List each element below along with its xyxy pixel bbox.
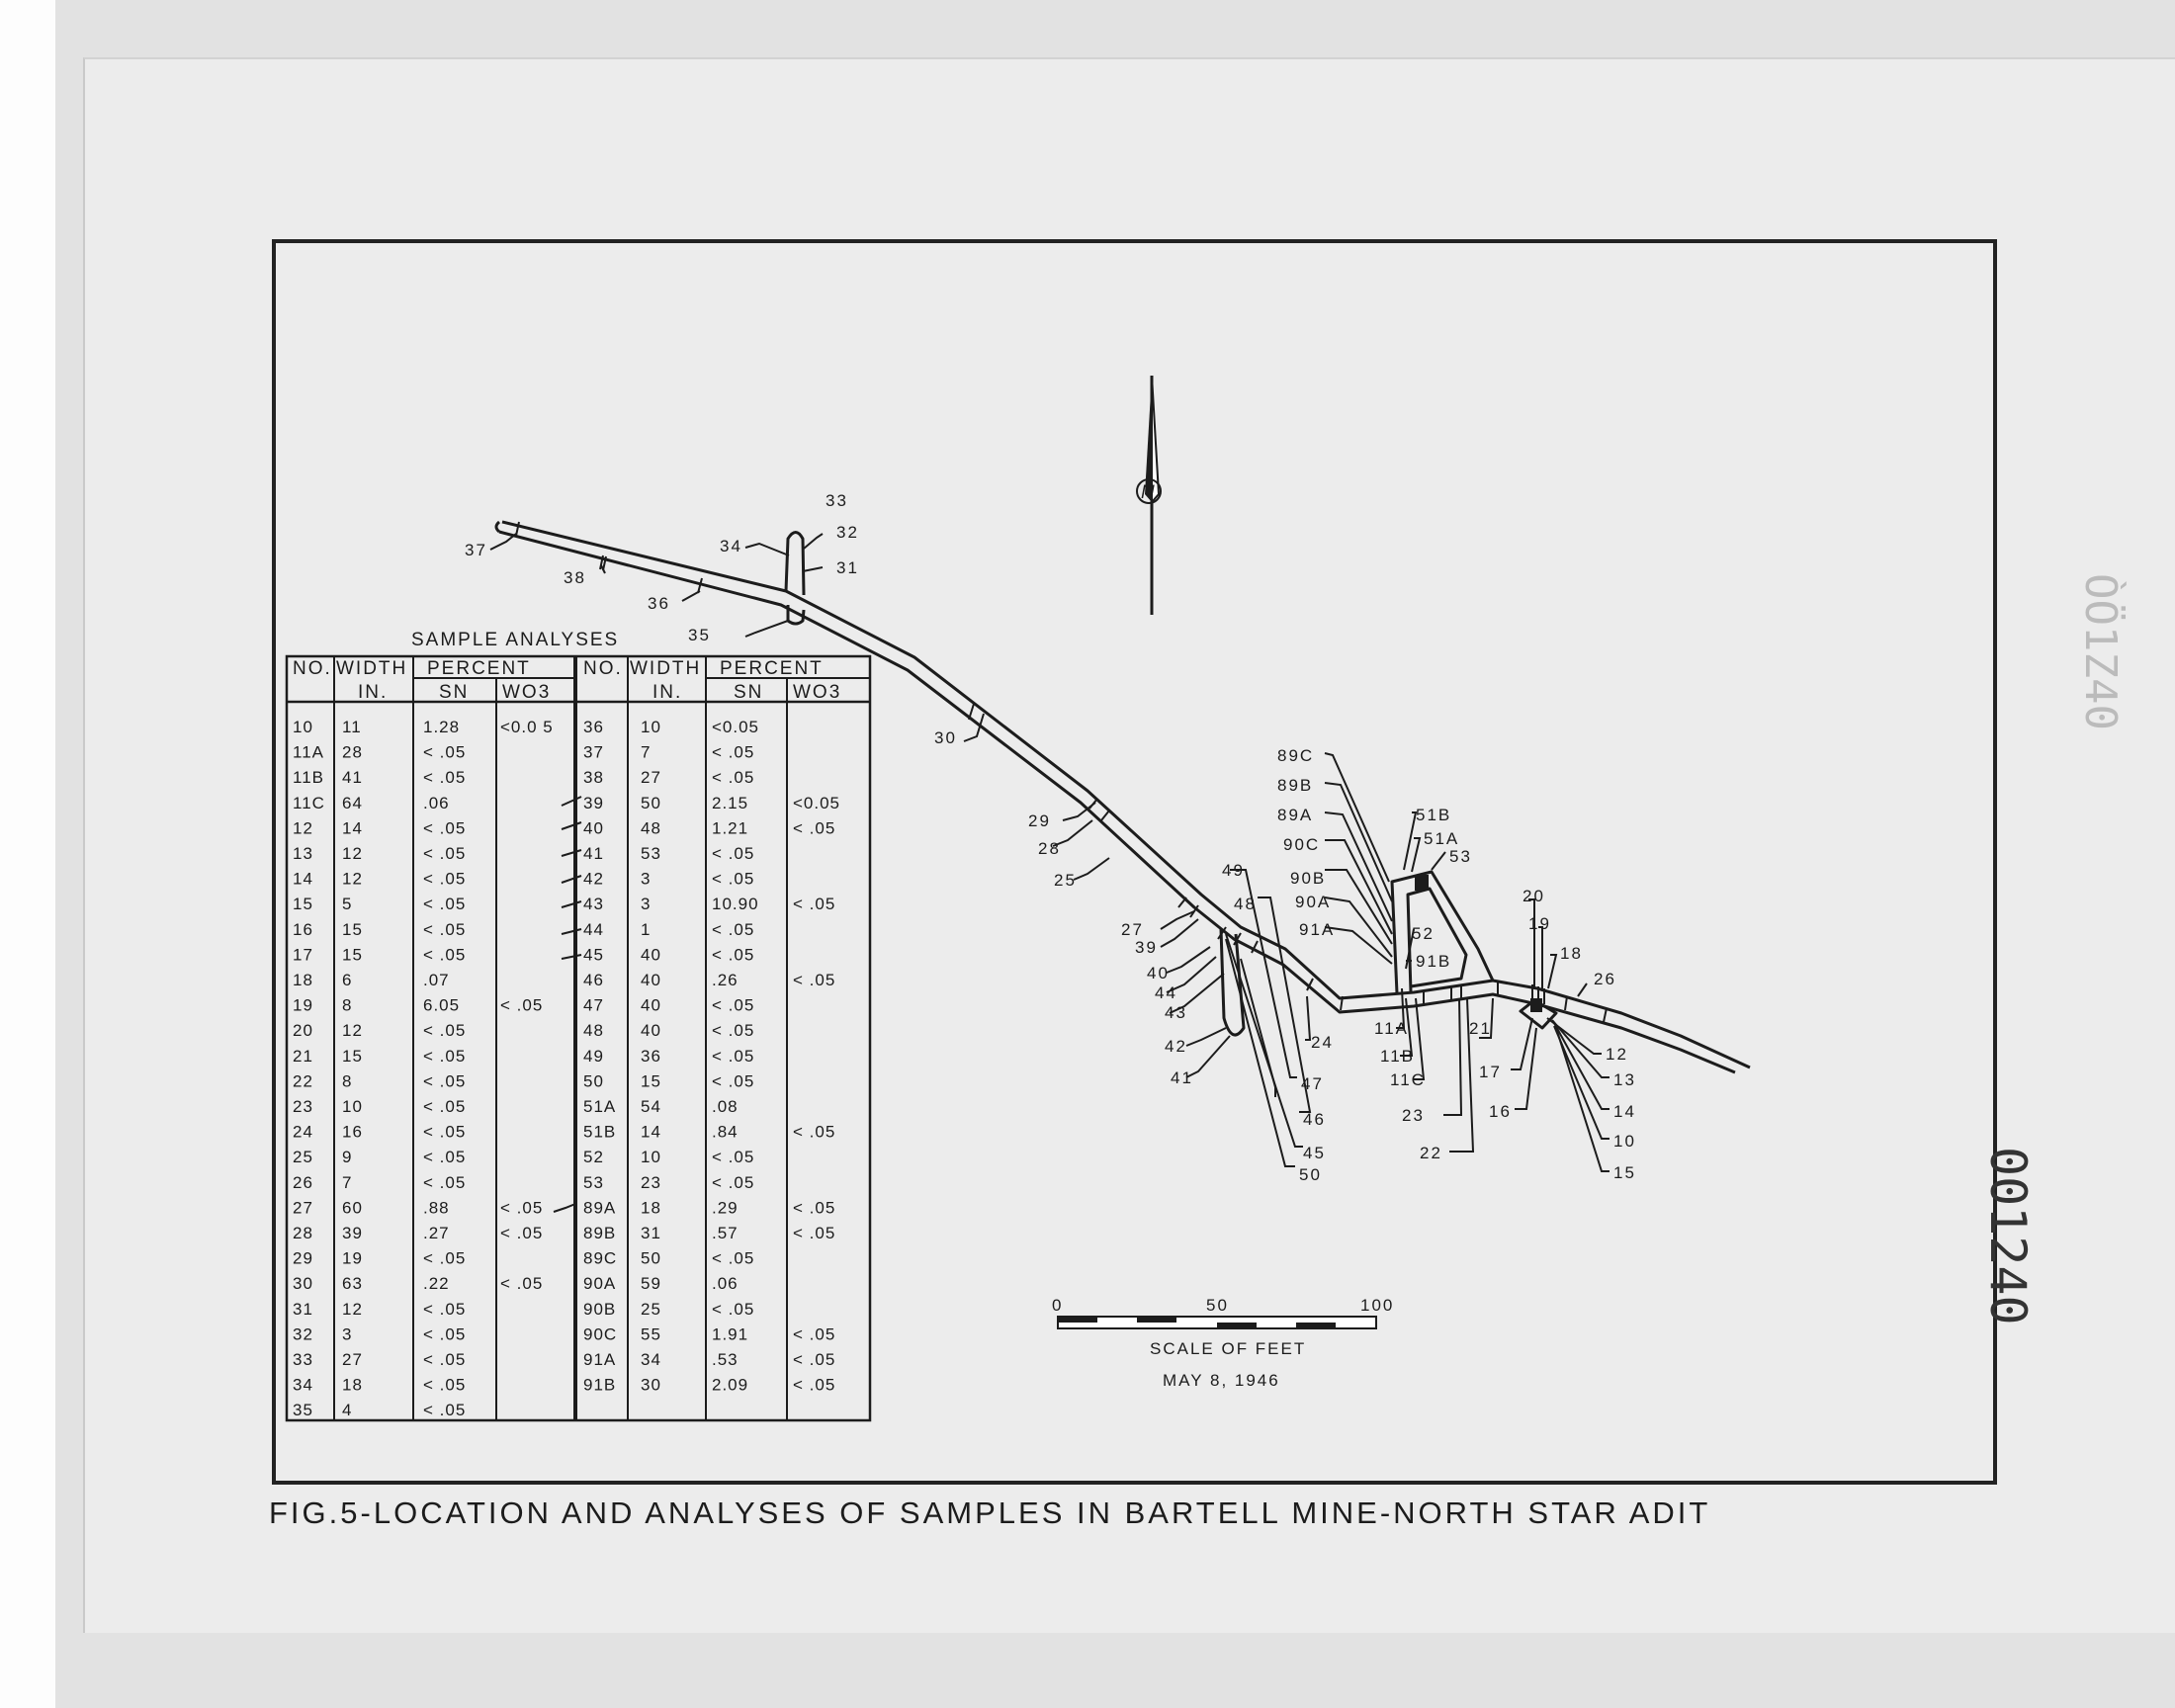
table-cell: < .05 xyxy=(712,1071,755,1091)
table-cell: 19 xyxy=(293,995,313,1015)
table-cell: 40 xyxy=(641,995,661,1015)
table-cell: < .05 xyxy=(712,1021,755,1041)
table-cell: < .05 xyxy=(423,869,467,889)
table-cell: 20 xyxy=(293,1021,313,1041)
table-cell: < .05 xyxy=(793,971,836,989)
table-cell: 63 xyxy=(342,1274,363,1294)
sample-label: 25 xyxy=(1054,871,1077,890)
table-cell: < .05 xyxy=(500,1274,544,1294)
table-cell: < .05 xyxy=(423,1071,467,1091)
table-cell: 89C xyxy=(583,1248,618,1268)
sample-label: 51B xyxy=(1416,806,1452,824)
table-cell: < .05 xyxy=(423,1046,467,1066)
table-cell: 40 xyxy=(641,945,661,965)
sample-label: 44 xyxy=(1155,983,1177,1002)
table-cell: < .05 xyxy=(712,995,755,1015)
table-cell: 6 xyxy=(342,971,353,989)
table-cell: 32 xyxy=(293,1324,313,1344)
table-cell: 43 xyxy=(583,895,604,914)
table-cell: 31 xyxy=(641,1224,661,1242)
table-cell: < .05 xyxy=(423,1122,467,1142)
table-cell: 11A xyxy=(293,742,324,762)
sample-label: 28 xyxy=(1038,839,1061,858)
table-cell: 12 xyxy=(293,818,313,838)
sample-label: 13 xyxy=(1613,1070,1636,1089)
table-cell: 15 xyxy=(342,1046,363,1066)
sample-label: 89C xyxy=(1277,746,1315,765)
sample-label: 22 xyxy=(1420,1144,1442,1162)
table-cell: 41 xyxy=(583,844,604,863)
sample-label: 31 xyxy=(836,558,859,577)
table-cell: 24 xyxy=(293,1122,313,1142)
table-cell: .07 xyxy=(423,971,450,989)
table-cell: 53 xyxy=(583,1172,604,1192)
sample-label: 37 xyxy=(465,541,487,559)
sample-label: 90B xyxy=(1290,869,1327,888)
table-cell: .88 xyxy=(423,1198,450,1218)
table-cell: 10 xyxy=(641,718,661,736)
sample-label: 19 xyxy=(1528,914,1551,933)
table-cell: 90A xyxy=(583,1274,617,1294)
table-cell: 28 xyxy=(342,742,363,762)
header-no: NO. xyxy=(293,658,332,679)
table-cell: 29 xyxy=(293,1248,313,1268)
table-cell: < .05 xyxy=(423,1172,467,1192)
sample-label: 91B xyxy=(1416,952,1452,971)
table-cell: < .05 xyxy=(423,1401,467,1420)
table-cell: 40 xyxy=(641,971,661,989)
table-cell: 59 xyxy=(641,1274,661,1294)
table-cell: 7 xyxy=(342,1172,353,1192)
table-cell: 40 xyxy=(641,1021,661,1041)
document-stamp-number: 001240 xyxy=(1979,1147,2037,1325)
table-cell: < .05 xyxy=(793,895,836,914)
table-cell: 16 xyxy=(293,919,313,939)
sample-label: 11C xyxy=(1390,1070,1426,1089)
header-sn: SN xyxy=(734,682,764,703)
table-cell: < .05 xyxy=(793,1224,836,1242)
sample-label: 38 xyxy=(564,568,586,587)
header-width-unit: IN. xyxy=(652,682,683,703)
header-no: NO. xyxy=(583,658,623,679)
table-cell: 39 xyxy=(342,1224,363,1242)
table-cell: < .05 xyxy=(423,1148,467,1167)
table-cell: < .05 xyxy=(712,1172,755,1192)
table-cell: 37 xyxy=(583,742,604,762)
table-cell: 11 xyxy=(342,718,362,736)
table-cell: 64 xyxy=(342,793,363,812)
faint-stamp: ÒÖ1Z40 xyxy=(2075,573,2126,730)
table-cell: 13 xyxy=(293,844,313,863)
sample-label: 39 xyxy=(1135,938,1158,957)
table-cell: < .05 xyxy=(712,919,755,939)
table-cell: 42 xyxy=(583,869,604,889)
table-cell: 10 xyxy=(342,1097,363,1116)
table-cell: 50 xyxy=(641,1248,661,1268)
table-cell: 45 xyxy=(583,945,604,965)
sample-label: 14 xyxy=(1613,1102,1636,1121)
table-cell: .53 xyxy=(712,1350,739,1369)
table-cell: .29 xyxy=(712,1198,739,1218)
table-cell: 49 xyxy=(583,1046,604,1066)
table-cell: 17 xyxy=(293,945,313,965)
table-cell: 19 xyxy=(342,1248,363,1268)
sample-label: 51A xyxy=(1424,829,1460,848)
table-cell: 12 xyxy=(342,844,363,863)
sample-label: 36 xyxy=(648,594,670,613)
sample-label: 33 xyxy=(826,491,848,510)
table-rows xyxy=(293,718,840,1419)
sample-label: 89B xyxy=(1277,776,1314,795)
sample-label: 45 xyxy=(1303,1144,1326,1162)
table-cell: < .05 xyxy=(793,1198,836,1218)
table-cell: < .05 xyxy=(500,1198,544,1218)
table-title: SAMPLE ANALYSES xyxy=(411,630,620,650)
table-cell: 11B xyxy=(293,768,324,788)
table-cell: 28 xyxy=(293,1224,313,1242)
table-cell: 10 xyxy=(293,718,313,736)
table-cell: 34 xyxy=(641,1350,661,1369)
table-cell: 9 xyxy=(342,1148,353,1167)
table-cell: 10 xyxy=(641,1148,661,1167)
table-cell: 44 xyxy=(583,919,604,939)
table-cell: 91A xyxy=(583,1350,617,1369)
table-cell: 6.05 xyxy=(423,995,461,1015)
table-cell: 39 xyxy=(583,793,604,812)
table-cell: 12 xyxy=(342,869,363,889)
table-cell: < .05 xyxy=(423,742,467,762)
table-cell: < .05 xyxy=(423,768,467,788)
table-cell: 54 xyxy=(641,1097,661,1116)
table-cell: < .05 xyxy=(500,1224,544,1242)
table-cell: 3 xyxy=(641,895,652,914)
table-cell: 23 xyxy=(641,1172,661,1192)
table-cell: 11C xyxy=(293,793,325,812)
table-cell: 46 xyxy=(583,971,604,989)
table-cell: 10.90 xyxy=(712,895,759,914)
table-cell: < .05 xyxy=(712,768,755,788)
sample-label: 29 xyxy=(1028,811,1051,830)
header-wo3: WO3 xyxy=(502,682,552,703)
north-label: N xyxy=(1141,482,1157,503)
adit-tunnel xyxy=(496,522,1750,1072)
table-cell: < .05 xyxy=(793,1375,836,1395)
table-cell: < .05 xyxy=(423,1097,467,1116)
table-cell: < .05 xyxy=(793,1350,836,1369)
header-wo3: WO3 xyxy=(793,682,842,703)
sample-label: 46 xyxy=(1303,1110,1326,1129)
table-cell: .57 xyxy=(712,1224,739,1242)
table-cell: < .05 xyxy=(793,1122,836,1142)
table-cell: 48 xyxy=(641,818,661,838)
sample-label: 52 xyxy=(1412,924,1435,943)
table-cell: < .05 xyxy=(423,844,467,863)
sample-label: 90A xyxy=(1295,893,1332,911)
table-cell: .26 xyxy=(712,971,739,989)
table-cell: < .05 xyxy=(712,1046,755,1066)
table-cell: 12 xyxy=(342,1299,363,1319)
header-width-unit: IN. xyxy=(358,682,389,703)
table-cell: 55 xyxy=(641,1324,661,1344)
table-cell: 30 xyxy=(641,1375,661,1395)
sample-label: 42 xyxy=(1165,1037,1187,1056)
table-cell: 31 xyxy=(293,1299,313,1319)
table-cell: < .05 xyxy=(423,1375,467,1395)
table-cell: .22 xyxy=(423,1274,450,1294)
table-cell: 53 xyxy=(641,844,661,863)
table-cell: 2.15 xyxy=(712,793,749,812)
scale-tick-0: 0 xyxy=(1052,1296,1064,1315)
sample-label: 32 xyxy=(836,523,859,542)
table-cell: 27 xyxy=(342,1350,363,1369)
table-cell: < .05 xyxy=(423,919,467,939)
table-cell: 7 xyxy=(641,742,652,762)
table-cell: .08 xyxy=(712,1097,739,1116)
table-cell: < .05 xyxy=(712,1248,755,1268)
table-cell: 89B xyxy=(583,1224,617,1242)
sample-label: 89A xyxy=(1277,806,1314,824)
table-cell: 33 xyxy=(293,1350,313,1369)
table-cell: 51A xyxy=(583,1097,617,1116)
sample-label: 47 xyxy=(1301,1074,1324,1093)
table-cell: 15 xyxy=(342,919,363,939)
table-cell: < .05 xyxy=(423,1299,467,1319)
table-cell: 18 xyxy=(342,1375,363,1395)
header-width: WIDTH xyxy=(630,658,702,679)
header-percent: PERCENT xyxy=(720,658,824,679)
table-cell: 18 xyxy=(293,971,313,989)
table-cell: 25 xyxy=(641,1299,661,1319)
table-cell: 35 xyxy=(293,1401,313,1420)
table-cell: <0.0 5 xyxy=(500,718,554,736)
sample-label: 53 xyxy=(1449,847,1472,866)
table-cell: 90C xyxy=(583,1324,618,1344)
table-cell: < .05 xyxy=(793,818,836,838)
table-cell: 1.28 xyxy=(423,718,461,736)
sample-label: 48 xyxy=(1234,895,1257,913)
sample-label: 49 xyxy=(1222,861,1245,880)
table-cell: 15 xyxy=(342,945,363,965)
figure-caption: FIG.5-LOCATION AND ANALYSES OF SAMPLES IN BARTELL MINE-NORTH STAR ADIT xyxy=(269,1495,1711,1530)
table-cell: 91B xyxy=(583,1375,617,1395)
table-cell: 3 xyxy=(342,1324,353,1344)
table-cell: 16 xyxy=(342,1122,363,1142)
table-cell: 40 xyxy=(583,818,604,838)
table-cell: 26 xyxy=(293,1172,313,1192)
table-cell: 14 xyxy=(342,818,363,838)
table-cell: 8 xyxy=(342,995,353,1015)
table-cell: 27 xyxy=(293,1198,313,1218)
header-percent: PERCENT xyxy=(427,658,531,679)
table-cell: 41 xyxy=(342,768,363,788)
sample-label: 24 xyxy=(1311,1033,1334,1052)
table-cell: 50 xyxy=(583,1071,604,1091)
table-cell: 38 xyxy=(583,768,604,788)
sample-label: 90C xyxy=(1283,835,1321,854)
sample-label: 43 xyxy=(1165,1003,1187,1022)
table-cell: 36 xyxy=(583,718,604,736)
scale-label: SCALE OF FEET xyxy=(1150,1339,1307,1358)
sample-label: 20 xyxy=(1522,887,1545,905)
table-cell: 1 xyxy=(641,919,652,939)
table-cell: 14 xyxy=(641,1122,661,1142)
table-cell: < .05 xyxy=(712,844,755,863)
sample-label: 35 xyxy=(688,626,711,644)
table-cell: <0.05 xyxy=(793,793,841,812)
header-width: WIDTH xyxy=(336,658,408,679)
table-cell: 15 xyxy=(641,1071,661,1091)
sample-label: 34 xyxy=(720,537,742,555)
table-cell: 18 xyxy=(641,1198,661,1218)
table-cell: < .05 xyxy=(793,1324,836,1344)
table-cell: 34 xyxy=(293,1375,313,1395)
scale-bar xyxy=(1052,1296,1394,1390)
table-cell: < .05 xyxy=(712,742,755,762)
sample-label: 17 xyxy=(1479,1063,1502,1081)
sample-label: 11A xyxy=(1374,1019,1409,1038)
table-cell: 22 xyxy=(293,1071,313,1091)
table-cell: 48 xyxy=(583,1021,604,1041)
table-cell: 27 xyxy=(641,768,661,788)
header-sn: SN xyxy=(439,682,470,703)
sample-label: 11B xyxy=(1380,1047,1415,1066)
table-cell: < .05 xyxy=(712,869,755,889)
table-cell: 15 xyxy=(293,895,313,914)
table-cell: 12 xyxy=(342,1021,363,1041)
table-cell: < .05 xyxy=(423,895,467,914)
sample-label: 18 xyxy=(1560,944,1583,963)
table-cell: 2.09 xyxy=(712,1375,749,1395)
table-cell: < .05 xyxy=(712,1148,755,1167)
sample-label: 27 xyxy=(1121,920,1144,939)
pillar-17 xyxy=(1530,998,1542,1012)
sample-label: 10 xyxy=(1613,1132,1636,1151)
north-arrow xyxy=(1137,376,1161,615)
sample-label: 21 xyxy=(1469,1019,1492,1038)
table-cell: .84 xyxy=(712,1122,739,1142)
table-cell: 1.21 xyxy=(712,818,749,838)
table-cell: < .05 xyxy=(423,1324,467,1344)
table-cell: 36 xyxy=(641,1046,661,1066)
pillar-51 xyxy=(1415,875,1429,891)
table-cell: .06 xyxy=(712,1274,739,1294)
table-cell: 4 xyxy=(342,1401,353,1420)
sample-label: 26 xyxy=(1594,970,1616,988)
table-cell: < .05 xyxy=(712,1299,755,1319)
sample-label: 91A xyxy=(1299,920,1336,939)
table-cell: 25 xyxy=(293,1148,313,1167)
table-cell: 1.91 xyxy=(712,1324,749,1344)
table-cell: < .05 xyxy=(712,945,755,965)
sample-label: 50 xyxy=(1299,1165,1322,1184)
table-cell: 5 xyxy=(342,895,353,914)
table-cell: .27 xyxy=(423,1224,450,1242)
table-cell: < .05 xyxy=(500,995,544,1015)
sample-label: 41 xyxy=(1171,1068,1193,1087)
table-cell: 52 xyxy=(583,1148,604,1167)
table-cell: < .05 xyxy=(423,1350,467,1369)
table-cell: .06 xyxy=(423,793,450,812)
scale-tick-50: 50 xyxy=(1206,1296,1229,1315)
survey-date: MAY 8, 1946 xyxy=(1163,1371,1280,1390)
table-cell: 21 xyxy=(293,1046,313,1066)
table-cell: < .05 xyxy=(423,818,467,838)
table-cell: <0.05 xyxy=(712,718,760,736)
table-cell: 60 xyxy=(342,1198,363,1218)
table-cell: 14 xyxy=(293,869,313,889)
sample-label: 40 xyxy=(1147,964,1170,982)
table-cell: 23 xyxy=(293,1097,313,1116)
table-cell: < .05 xyxy=(423,945,467,965)
table-cell: < .05 xyxy=(423,1021,467,1041)
table-cell: 3 xyxy=(641,869,652,889)
table-cell: 8 xyxy=(342,1071,353,1091)
table-cell: 30 xyxy=(293,1274,313,1294)
table-cell: 47 xyxy=(583,995,604,1015)
sample-label: 16 xyxy=(1489,1102,1512,1121)
table-cell: 51B xyxy=(583,1122,617,1142)
sample-label: 15 xyxy=(1613,1163,1636,1182)
sample-label: 23 xyxy=(1402,1106,1425,1125)
table-cell: 90B xyxy=(583,1299,617,1319)
sample-analyses-table xyxy=(287,630,870,1420)
table-cell: 89A xyxy=(583,1198,617,1218)
table-cell: 50 xyxy=(641,793,661,812)
table-cell: < .05 xyxy=(423,1248,467,1268)
scale-tick-100: 100 xyxy=(1360,1296,1395,1315)
sample-label: 12 xyxy=(1606,1045,1628,1064)
sample-label: 30 xyxy=(934,728,957,747)
